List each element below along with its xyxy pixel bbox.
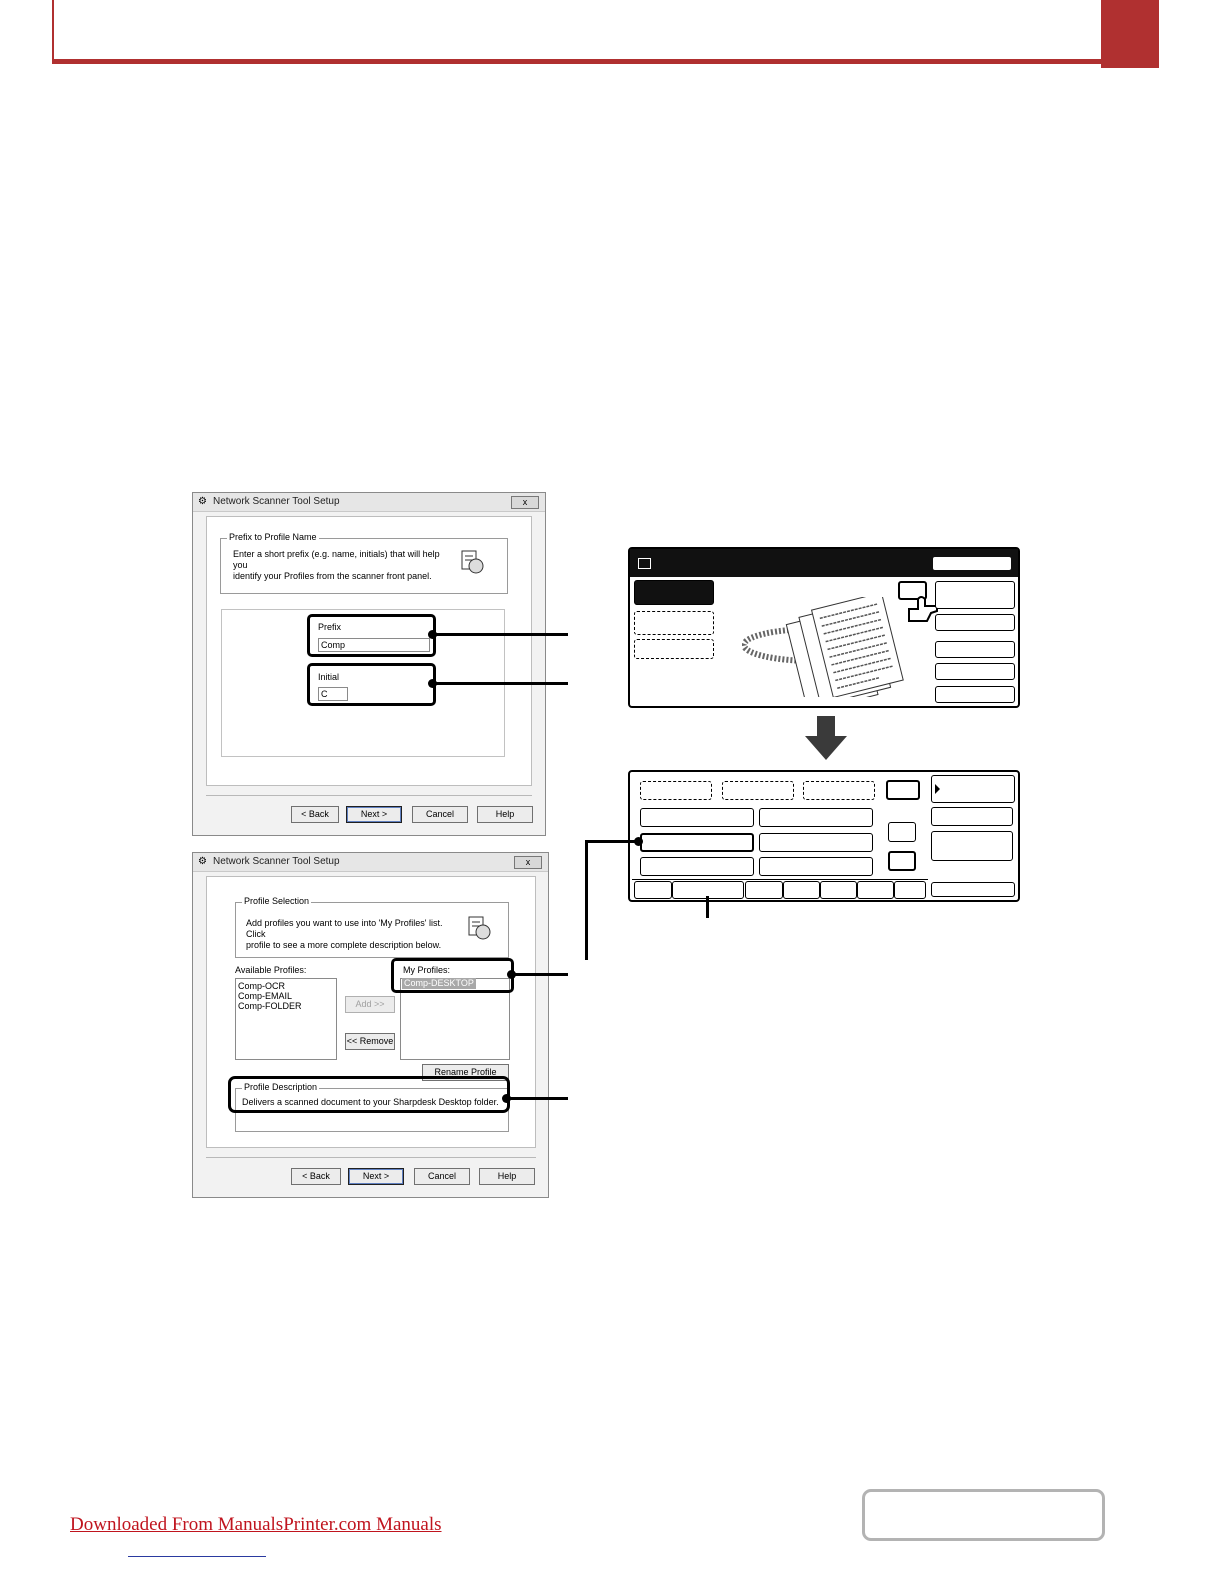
side-key[interactable] xyxy=(935,641,1015,658)
destination-key-selected[interactable] xyxy=(640,833,754,852)
available-profiles-label: Available Profiles: xyxy=(235,965,307,975)
list-item[interactable]: Comp-FOLDER xyxy=(238,1001,302,1011)
side-key[interactable] xyxy=(935,686,1015,703)
scan-document-illustration xyxy=(742,597,932,697)
cancel-button[interactable]: Cancel xyxy=(414,1168,470,1185)
button-separator xyxy=(206,1157,536,1158)
callout-leader xyxy=(432,682,568,685)
status-button[interactable] xyxy=(933,557,1011,570)
back-button[interactable]: < Back xyxy=(291,806,339,823)
initial-callout xyxy=(307,663,436,706)
initial-input[interactable]: C xyxy=(318,687,348,701)
index-tab[interactable] xyxy=(745,881,783,899)
my-profiles-callout xyxy=(391,958,514,993)
profile-description-callout xyxy=(228,1076,510,1113)
destination-key[interactable] xyxy=(759,857,873,876)
address-type-key[interactable] xyxy=(722,781,794,800)
callout-leader xyxy=(432,633,568,636)
add-button[interactable]: Add >> xyxy=(345,996,395,1013)
help-button[interactable]: Help xyxy=(477,806,533,823)
prefix-callout xyxy=(307,614,436,657)
side-key[interactable] xyxy=(935,581,1015,609)
callout-leader xyxy=(511,973,568,976)
index-tab[interactable] xyxy=(857,881,894,899)
mode-tab[interactable] xyxy=(634,639,714,659)
side-key[interactable] xyxy=(935,663,1015,680)
scanner-icon xyxy=(638,558,651,569)
side-key[interactable] xyxy=(931,807,1013,826)
profile-wizard-icon xyxy=(459,549,485,575)
destination-key[interactable] xyxy=(640,808,754,827)
prefix-group xyxy=(220,532,508,594)
group-description: Enter a short prefix (e.g. name, initials) that will help you identify your Profiles from the scanner front panel. xyxy=(233,549,440,581)
profile-description-text: Delivers a scanned document to your Sharpdesk Desktop folder. xyxy=(242,1097,499,1107)
side-key[interactable] xyxy=(931,831,1013,861)
address-book-key[interactable] xyxy=(886,780,920,800)
list-item[interactable]: Comp-EMAIL xyxy=(238,991,293,1001)
close-button[interactable]: x xyxy=(511,496,539,509)
index-tab[interactable] xyxy=(820,881,857,899)
my-profiles-selected-item[interactable]: Comp-DESKTOP xyxy=(404,978,474,988)
profile-selection-dialog xyxy=(192,852,549,1198)
pointing-hand-icon xyxy=(905,589,939,625)
scroll-up-key[interactable] xyxy=(888,822,916,842)
profile-wizard-icon xyxy=(466,915,492,941)
available-profiles-list[interactable] xyxy=(235,978,337,1060)
setup-wizard-icon: ⚙ xyxy=(198,496,207,507)
index-tab[interactable] xyxy=(894,881,926,899)
rename-profile-button[interactable]: Rename Profile xyxy=(422,1064,509,1081)
cancel-button[interactable]: Cancel xyxy=(412,806,468,823)
help-button[interactable]: Help xyxy=(479,1168,535,1185)
callout-leader xyxy=(585,840,637,843)
list-item[interactable]: Comp-OCR xyxy=(238,981,286,991)
group-label: Prefix to Profile Name xyxy=(229,532,317,542)
dialog-titlebar xyxy=(193,493,545,512)
bottom-key[interactable] xyxy=(931,882,1015,897)
setup-wizard-icon: ⚙ xyxy=(198,856,207,867)
mode-tab[interactable] xyxy=(634,611,714,635)
index-tab[interactable] xyxy=(634,881,672,899)
prefix-label: Prefix xyxy=(318,622,342,632)
index-tabs xyxy=(632,879,928,900)
callout-leader xyxy=(585,840,588,960)
download-link[interactable]: Downloaded From ManualsPrinter.com Manuals xyxy=(70,1514,442,1535)
button-separator xyxy=(206,795,532,796)
down-arrow-icon xyxy=(805,716,847,760)
callout-leader xyxy=(706,896,709,918)
next-button[interactable]: Next > xyxy=(348,1168,404,1185)
dialog-titlebar xyxy=(193,853,548,872)
remove-button[interactable]: << Remove xyxy=(345,1033,395,1050)
header-rule xyxy=(52,0,1102,64)
condition-key[interactable] xyxy=(931,775,1015,803)
destination-key[interactable] xyxy=(759,808,873,827)
my-profiles-label: My Profiles: xyxy=(403,965,451,975)
close-button[interactable]: x xyxy=(514,856,542,869)
scanner-panel-address-book xyxy=(628,770,1020,902)
scanner-panel-main xyxy=(628,547,1020,708)
panel-status-bar xyxy=(630,549,1018,577)
header-corner-tab xyxy=(1101,0,1159,68)
dialog-title: Network Scanner Tool Setup xyxy=(213,856,340,867)
link-underline[interactable] xyxy=(128,1556,266,1557)
destination-key[interactable] xyxy=(759,833,873,852)
contents-button[interactable] xyxy=(862,1489,1105,1541)
destination-key[interactable] xyxy=(640,857,754,876)
scroll-down-key[interactable] xyxy=(888,851,916,871)
callout-leader xyxy=(506,1097,568,1100)
initial-label: Initial xyxy=(318,672,340,682)
side-key[interactable] xyxy=(935,614,1015,631)
index-tab[interactable] xyxy=(783,881,820,899)
address-type-key[interactable] xyxy=(640,781,712,800)
caret-icon xyxy=(935,784,940,794)
next-button[interactable]: Next > xyxy=(346,806,402,823)
group-label: Profile Description xyxy=(244,1082,318,1092)
back-button[interactable]: < Back xyxy=(291,1168,341,1185)
dialog-title: Network Scanner Tool Setup xyxy=(213,496,340,507)
prefix-input[interactable]: Comp xyxy=(318,638,430,652)
group-description: Add profiles you want to use into 'My Profiles' list. Click profile to see a more complete description below. xyxy=(246,918,443,950)
mode-tab-active[interactable] xyxy=(634,580,714,605)
address-type-key[interactable] xyxy=(803,781,875,800)
profile-selection-group xyxy=(235,896,509,958)
group-label: Profile Selection xyxy=(244,896,310,906)
